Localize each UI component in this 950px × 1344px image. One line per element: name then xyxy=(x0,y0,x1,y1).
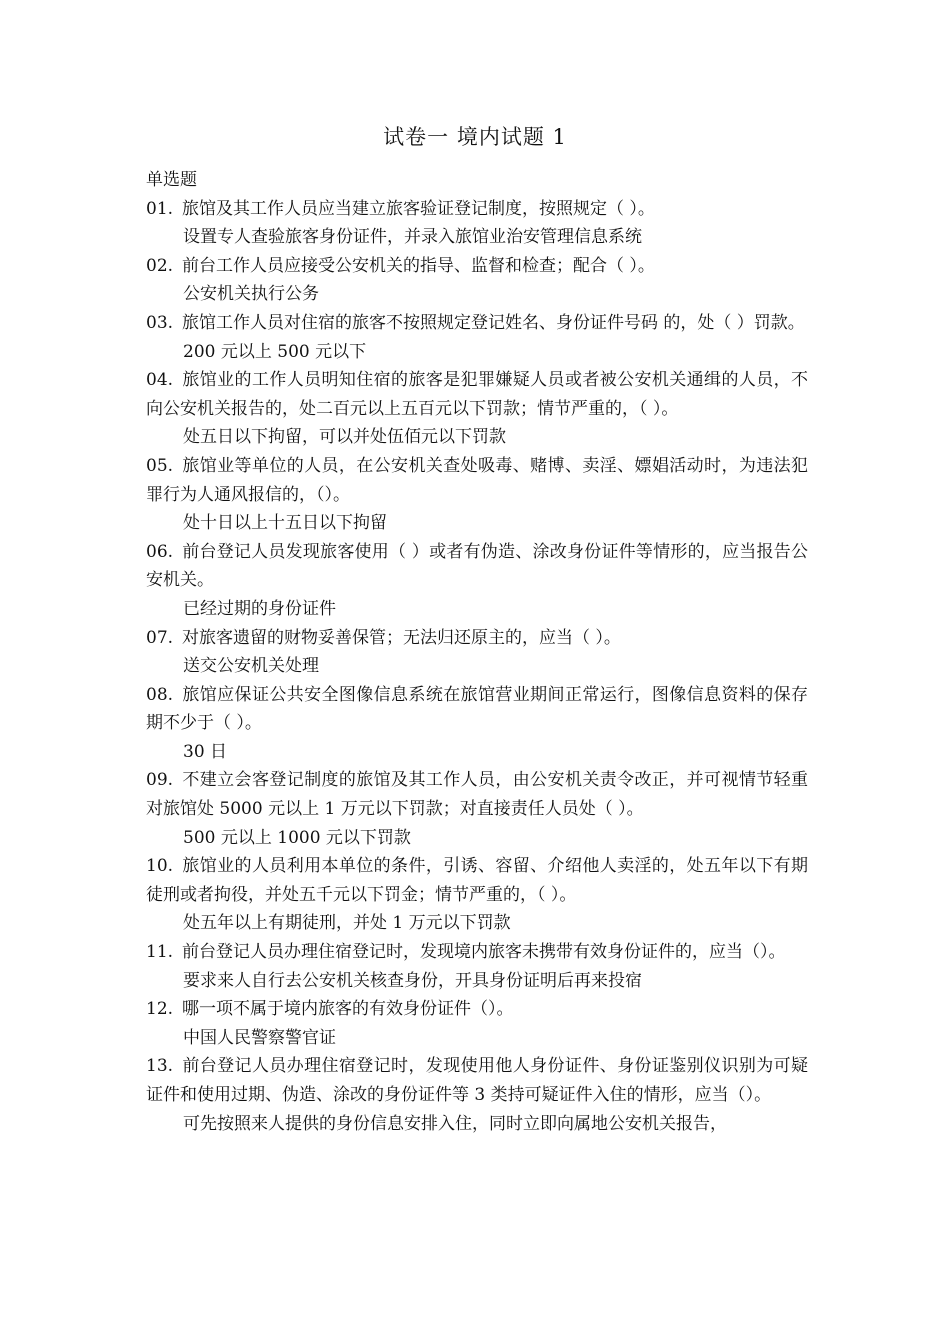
question-text: 不建立会客登记制度的旅馆及其工作人员，由公安机关责令改正，并可视情节轻重对旅馆处 5000 元以上 1 万元以下罚款；对直接责任人员处（ ）。 xyxy=(146,770,808,820)
question-text: 哪一项不属于境内旅客的有效身份证件（）。 xyxy=(182,999,514,1020)
answer-7: 送交公安机关处理 xyxy=(183,656,319,677)
question-9 xyxy=(146,766,808,823)
question-number: 13. xyxy=(146,1056,174,1077)
section-label: 单选题 xyxy=(146,170,197,190)
question-11 xyxy=(146,938,808,967)
question-1 xyxy=(146,195,808,224)
question-3 xyxy=(146,309,808,338)
answer-12: 中国人民警察警官证 xyxy=(183,1027,336,1048)
question-text: 旅馆及其工作人员应当建立旅客验证登记制度，按照规定（ ）。 xyxy=(182,198,655,219)
answer-4: 处五日以下拘留，可以并处伍佰元以下罚款 xyxy=(183,427,506,448)
answer-9: 500 元以上 1000 元以下罚款 xyxy=(183,827,411,848)
question-text: 旅馆业的工作人员明知住宿的旅客是犯罪嫌疑人员或者被公安机关通缉的人员，不向公安机关报告的，处二百元以上五百元以下罚款；情节严重的，（ ）。 xyxy=(146,370,808,419)
answer-2: 公安机关执行公务 xyxy=(183,284,319,305)
question-text: 对旅客遗留的财物妥善保管；无法归还原主的，应当（ ）。 xyxy=(182,627,621,648)
answer-3: 200 元以上 500 元以下 xyxy=(183,341,367,362)
question-number: 12. xyxy=(146,999,174,1020)
question-number: 04. xyxy=(146,370,174,391)
question-number: 06. xyxy=(146,541,174,562)
question-10 xyxy=(146,852,808,909)
question-number: 01. xyxy=(146,198,174,219)
question-2 xyxy=(146,252,808,281)
question-5 xyxy=(146,452,808,509)
question-number: 05. xyxy=(146,455,174,476)
question-number: 07. xyxy=(146,627,174,648)
answer-6: 已经过期的身份证件 xyxy=(183,598,336,619)
question-number: 08. xyxy=(146,684,174,705)
question-6 xyxy=(146,538,808,595)
question-text: 前台登记人员办理住宿登记时，发现使用他人身份证件、身份证鉴别仪识别为可疑证件和使用过期、伪造、涂改的身份证件等 3 类持可疑证件入住的情形，应当（）。 xyxy=(146,1056,808,1105)
question-12 xyxy=(146,995,808,1024)
question-text: 旅馆应保证公共安全图像信息系统在旅馆营业期间正常运行，图像信息资料的保存期不少于（ ）。 xyxy=(146,684,808,734)
question-7 xyxy=(146,624,808,653)
question-text: 旅馆业等单位的人员，在公安机关查处吸毒、赌博、卖淫、嫖娼活动时，为违法犯罪行为人通风报信的，（）。 xyxy=(146,455,808,505)
question-text: 前台登记人员办理住宿登记时，发现境内旅客未携带有效身份证件的，应当（）。 xyxy=(182,942,786,963)
answer-1: 设置专人查验旅客身份证件，并录入旅馆业治安管理信息系统 xyxy=(183,227,642,248)
question-8 xyxy=(146,681,808,738)
question-number: 03. xyxy=(146,312,174,333)
question-number: 09. xyxy=(146,770,174,791)
answer-8: 30 日 xyxy=(183,741,228,762)
question-text: 前台工作人员应接受公安机关的指导、监督和检查；配合（ ）。 xyxy=(182,255,655,276)
question-text: 前台登记人员发现旅客使用（ ）或者有伪造、涂改身份证件等情形的，应当报告公安机关。 xyxy=(146,541,808,591)
question-4 xyxy=(146,366,808,423)
answer-5: 处十日以上十五日以下拘留 xyxy=(183,513,387,534)
answer-11: 要求来人自行去公安机关核查身份，开具身份证明后再来投宿 xyxy=(183,970,642,991)
question-list xyxy=(146,166,808,1138)
question-13 xyxy=(146,1052,808,1109)
page-title: 试卷一 境内试题 1 xyxy=(383,125,567,149)
question-text: 旅馆工作人员对住宿的旅客不按照规定登记姓名、身份证件号码 的，处（ ）罚款。 xyxy=(182,312,805,333)
question-number: 10. xyxy=(146,856,174,877)
question-number: 11. xyxy=(146,942,174,963)
answer-13: 可先按照来人提供的身份信息安排入住，同时立即向属地公安机关报告， xyxy=(183,1113,727,1134)
question-number: 02. xyxy=(146,255,174,276)
answer-10: 处五年以上有期徒刑，并处 1 万元以下罚款 xyxy=(183,913,511,934)
question-text: 旅馆业的人员利用本单位的条件，引诱、容留、介绍他人卖淫的，处五年以下有期徒刑或者拘役，并处五千元以下罚金；情节严重的，（ ）。 xyxy=(146,856,808,905)
